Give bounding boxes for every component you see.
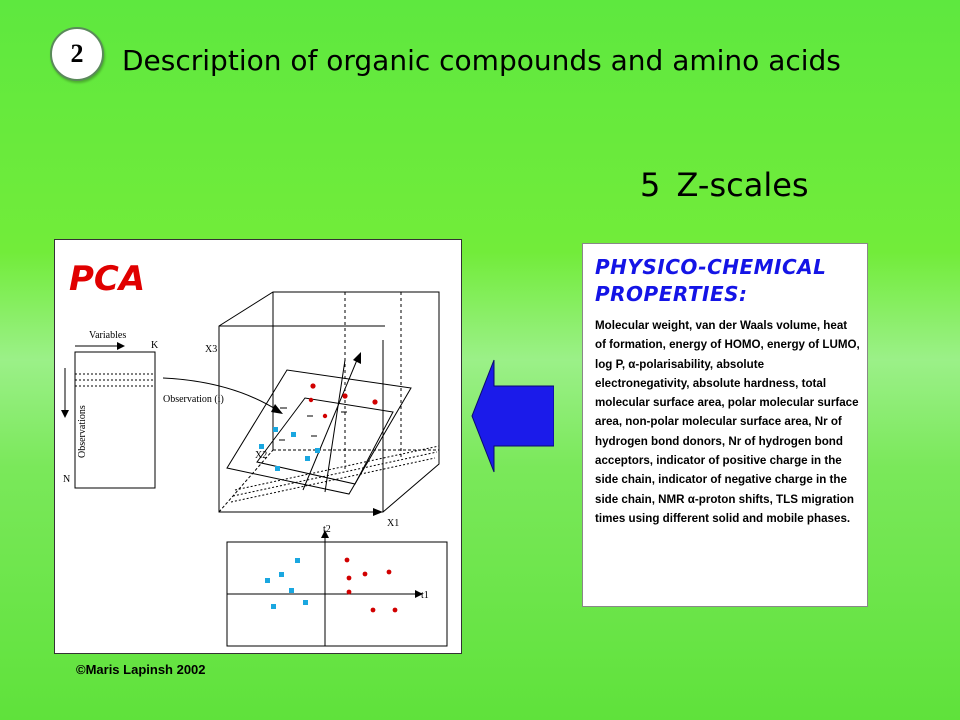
variables-arrowhead: [117, 342, 125, 350]
blue-points-score: [265, 558, 308, 609]
z-scales-subtitle: 5 Z-scales: [640, 166, 809, 204]
pca-heading: PCA: [69, 259, 146, 299]
x2-label: X2: [255, 450, 268, 461]
properties-heading-line2: PROPERTIES:: [595, 282, 748, 306]
copyright-text: ©Maris Lapinsh 2002: [76, 662, 206, 677]
red-points-score: [345, 558, 398, 613]
pc-axis-line: [303, 360, 357, 490]
observations-arrowhead: [61, 410, 69, 418]
pca-diagram: [55, 240, 461, 653]
t1-label: t1: [421, 590, 429, 601]
pc-axis-line-2: [325, 360, 345, 492]
properties-heading-line1: PHYSICO-CHEMICAL: [595, 255, 827, 279]
variables-label: Variables: [89, 330, 127, 341]
observation-i-label: Observation (i): [163, 394, 224, 405]
x3-label: X3: [205, 344, 218, 355]
k-label: K: [151, 340, 159, 351]
x1-label: X1: [387, 518, 400, 529]
slide-title: Description of organic compounds and amino acids: [122, 44, 841, 77]
pca-figure: [54, 239, 462, 654]
x1-arrowhead: [373, 508, 383, 516]
properties-panel: [582, 243, 868, 607]
slide-number-badge: 2: [50, 27, 104, 81]
red-points-3d: [309, 383, 378, 418]
observations-label: Observations: [77, 405, 88, 458]
properties-list-text: Molecular weight, van der Waals volume, heat of formation, energy of HOMO, energy of LUMO, log P, α-polarisability, absolute electronegativity, absolute hardness, total molecular surface area, polar molecular surface area, non-polar molecular surface area, Nr of hydrogen bond donors, Nr of hydrogen bond acceptors, indicator of positive charge in the side chain, indicator of negative charge in the side chain, NMR α-proton shifts, TLS migration times using different solid and mobile phases.: [595, 319, 860, 525]
pc-axis-arrowhead: [353, 352, 361, 364]
left-arrow-icon: [470, 358, 554, 474]
t2-label: t2: [323, 524, 331, 535]
n-label: N: [63, 474, 71, 485]
